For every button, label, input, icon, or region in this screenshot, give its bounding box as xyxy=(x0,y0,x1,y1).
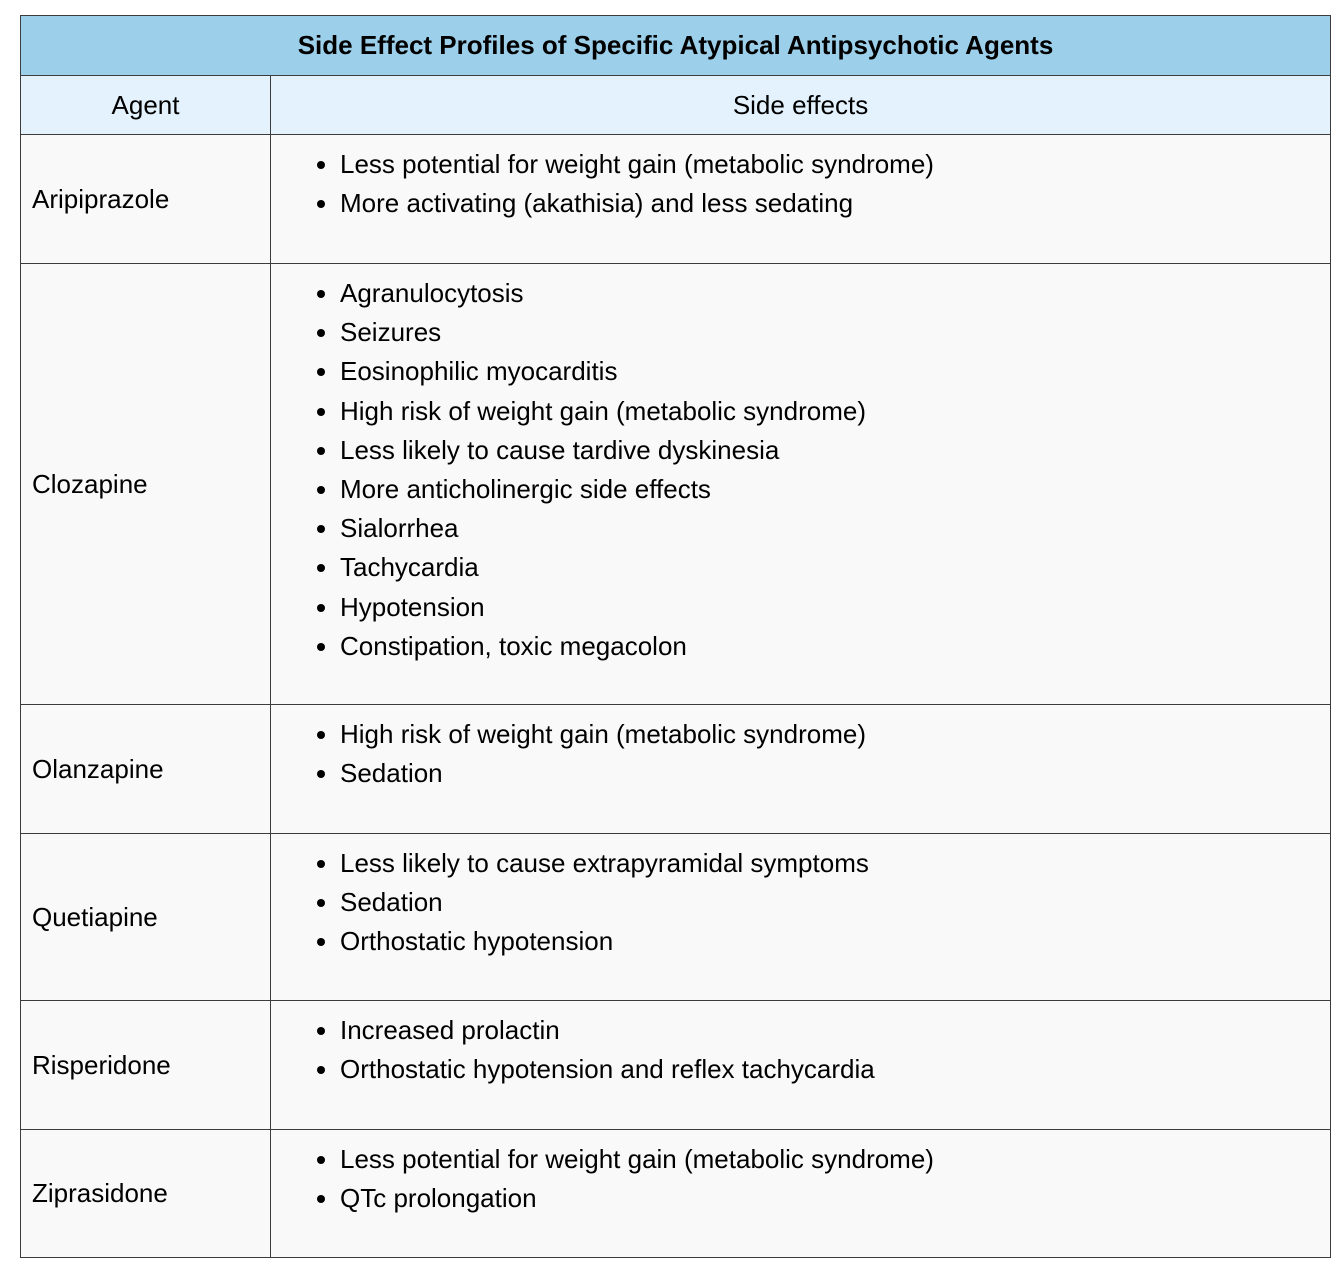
agent-cell: Ziprasidone xyxy=(21,1130,271,1258)
side-effects-list xyxy=(271,1001,1330,1089)
list-item: • Orthostatic hypotension xyxy=(340,922,1330,961)
table-row xyxy=(21,1001,1331,1130)
side-effects-list xyxy=(271,135,1330,223)
agent-cell: Risperidone xyxy=(21,1001,271,1130)
list-item: • Seizures xyxy=(340,313,1330,352)
list-item: • Eosinophilic myocarditis xyxy=(340,352,1330,391)
side-effects-list xyxy=(271,834,1330,962)
list-item: • Less potential for weight gain (metabolic syndrome) xyxy=(340,1140,1330,1179)
column-header-side-effects: Side effects xyxy=(271,76,1331,135)
agent-cell: Olanzapine xyxy=(21,705,271,834)
table-row xyxy=(21,705,1331,834)
side-effects-list xyxy=(271,705,1330,793)
side-effects-list xyxy=(271,1130,1330,1218)
list-item: • High risk of weight gain (metabolic syndrome) xyxy=(340,392,1330,431)
list-item: • Sedation xyxy=(340,883,1330,922)
column-header-agent: Agent xyxy=(21,76,271,135)
table-row xyxy=(21,834,1331,1001)
table-title-row xyxy=(21,16,1331,76)
side-effects-cell xyxy=(271,705,1331,834)
side-effects-cell xyxy=(271,1130,1331,1258)
side-effects-cell xyxy=(271,1001,1331,1130)
list-item: • More anticholinergic side effects xyxy=(340,470,1330,509)
list-item: • Less likely to cause tardive dyskinesia xyxy=(340,431,1330,470)
side-effects-list xyxy=(271,264,1330,666)
list-item: • Tachycardia xyxy=(340,548,1330,587)
agent-cell: Clozapine xyxy=(21,264,271,705)
side-effects-cell xyxy=(271,135,1331,264)
side-effects-table-container xyxy=(20,15,1330,1258)
list-item: • Hypotension xyxy=(340,588,1330,627)
list-item: • More activating (akathisia) and less sedating xyxy=(340,184,1330,223)
side-effects-cell xyxy=(271,264,1331,705)
list-item: • Less potential for weight gain (metabolic syndrome) xyxy=(340,145,1330,184)
list-item: • Less likely to cause extrapyramidal symptoms xyxy=(340,844,1330,883)
table-title: Side Effect Profiles of Specific Atypical Antipsychotic Agents xyxy=(21,16,1331,76)
table-row xyxy=(21,1130,1331,1258)
agent-cell: Aripiprazole xyxy=(21,135,271,264)
list-item: • Sedation xyxy=(340,754,1330,793)
list-item: • Agranulocytosis xyxy=(340,274,1330,313)
agent-cell: Quetiapine xyxy=(21,834,271,1001)
side-effects-cell xyxy=(271,834,1331,1001)
column-header-row xyxy=(21,76,1331,135)
list-item: • Orthostatic hypotension and reflex tachycardia xyxy=(340,1050,1330,1089)
side-effects-table xyxy=(20,15,1331,1258)
list-item: • Sialorrhea xyxy=(340,509,1330,548)
list-item: • Increased prolactin xyxy=(340,1011,1330,1050)
table-row xyxy=(21,135,1331,264)
list-item: • QTc prolongation xyxy=(340,1179,1330,1218)
list-item: • High risk of weight gain (metabolic syndrome) xyxy=(340,715,1330,754)
list-item: • Constipation, toxic megacolon xyxy=(340,627,1330,666)
table-row xyxy=(21,264,1331,705)
